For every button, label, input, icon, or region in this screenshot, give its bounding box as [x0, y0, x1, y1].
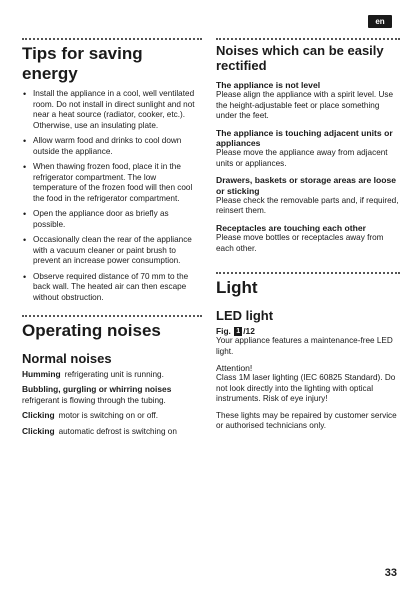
issue-block: [216, 223, 400, 254]
issue-text: Please check the removable parts and, if required, reinsert them.: [216, 195, 399, 216]
operating-noises-heading: Operating noises: [22, 321, 161, 341]
issue-heading: The appliance is touching adjacent units or appliances: [216, 127, 393, 148]
attention-text: Class 1M laser lighting (IEC 60825 Standard). Do not look directly into the lighting with optical instruments. Risk of eye injury!: [216, 373, 396, 404]
issue-text: Please align the appliance with a spirit level. Use the height-adjustable feet or place something under the feet.: [216, 90, 394, 121]
normal-noises-heading: Normal noises: [22, 350, 112, 366]
language-badge: en: [368, 15, 392, 28]
tip-item: • Observe required distance of 70 mm to the back wall. The heated air can then escape without obstruction.: [22, 272, 202, 304]
issue-heading: Receptacles are touching each other: [216, 222, 366, 233]
section-divider: [22, 315, 202, 317]
tips-list: [22, 89, 202, 303]
noise-item: [22, 384, 202, 406]
section-divider: [22, 38, 202, 40]
noise-desc: refrigerant is flowing through the tubing.: [22, 395, 166, 405]
issue-text: Please move the appliance away from adjacent units or appliances.: [216, 148, 388, 168]
light-heading: Light: [216, 278, 258, 298]
tip-item: • Allow warm food and drinks to cool down outside the appliance.: [22, 136, 202, 157]
issue-block: [216, 80, 400, 122]
noise-term: Humming: [22, 368, 61, 379]
noise-desc: motor is switching on or off.: [58, 411, 159, 421]
issue-heading: Drawers, baskets or storage areas are loose or sticking: [216, 175, 397, 196]
led-description: Your appliance features a maintenance-free LED light.: [216, 336, 393, 356]
tip-item: • Occasionally clean the rear of the appliance with a vacuum cleaner or paint brush to prevent an increase power consumption.: [22, 235, 202, 267]
tip-item: • Open the appliance door as briefly as possible.: [22, 209, 202, 230]
issue-block: [216, 128, 400, 170]
repair-text: These lights may be repaired by customer service or authorised technicians only.: [216, 410, 397, 431]
noise-item: [22, 410, 202, 422]
tips-heading: Tips for saving energy: [22, 44, 143, 83]
noise-term: Bubbling, gurgling or whirring noises: [22, 384, 172, 395]
right-column: [216, 38, 400, 432]
noise-desc: refrigerating unit is running.: [64, 369, 164, 379]
attention-label: Attention!: [216, 363, 253, 374]
noise-desc: automatic defrost is switching on: [58, 426, 177, 436]
issue-heading: The appliance is not level: [216, 79, 321, 90]
figure-reference: Fig. 1 /12: [216, 325, 255, 336]
issue-block: [216, 175, 400, 217]
noise-item: [22, 426, 202, 438]
led-light-heading: LED light: [216, 307, 274, 323]
tip-item: • Install the appliance in a cool, well ventilated room. Do not install in direct sunlight and not near a heat source (radiator, cooker, etc.). Otherwise, use an insulating plate.: [22, 89, 202, 131]
tip-item: • When thawing frozen food, place it in the refrigerator compartment. The low temperature of the frozen food will then cool the food in the refrigerator compartment.: [22, 162, 202, 204]
noise-term: Clicking: [22, 410, 55, 421]
section-divider: [216, 38, 400, 40]
noise-term: Clicking: [22, 425, 55, 436]
section-divider: [216, 272, 400, 274]
rectify-heading: Noises which can be easily rectified: [216, 43, 384, 73]
figure-number-box: 1: [234, 327, 242, 336]
page-number: 33: [384, 567, 397, 579]
issue-text: Please move bottles or receptacles away from each other.: [216, 233, 384, 253]
noise-item: [22, 369, 202, 381]
left-column: [22, 38, 202, 441]
